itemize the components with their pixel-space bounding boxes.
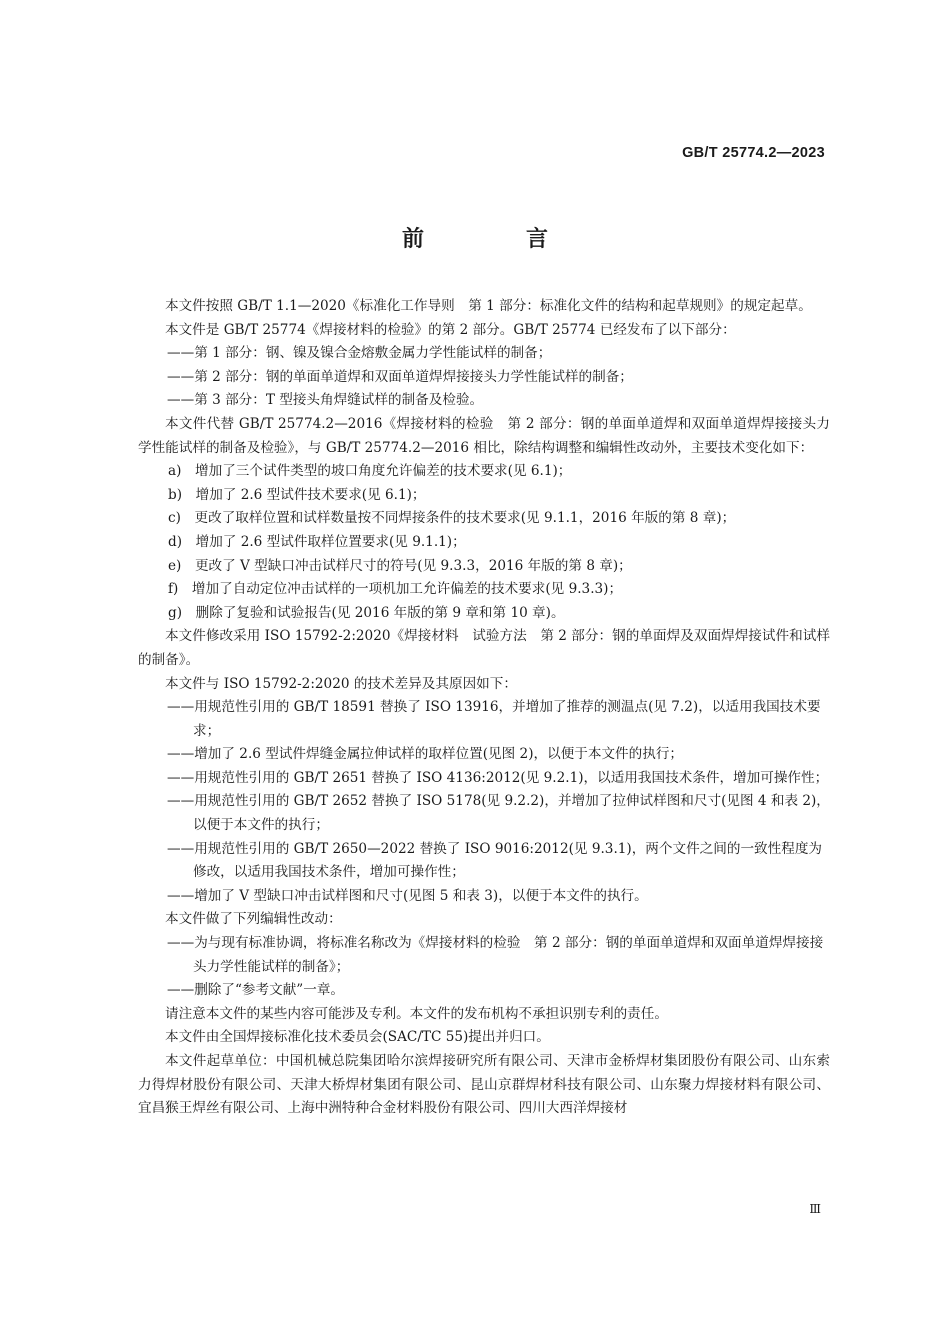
foreword-body [138,295,830,1121]
list-item: ——第 3 部分：T 型接头角焊缝试样的制备及检验。 [167,392,484,409]
list-item: d) 增加了 2.6 型试件取样位置要求(见 9.1.1)； [168,533,466,550]
page-number: Ⅲ [809,1202,821,1216]
list-item: e) 更改了 V 型缺口冲击试样尺寸的符号(见 9.3.3，2016 年版的第 8 章)； [168,557,632,574]
paragraph: 本文件代替 GB/T 25774.2—2016《焊接材料的检验 第 2 部分：钢的单面单道焊和双面单道焊焊接接头力学性能试样的制备及检验》，与 GB/T 25774.2—2016 相比，除结构调整和编辑性改动外，主要技术变化如下： [138,415,830,456]
paragraph: 本文件做了下列编辑性改动： [165,911,342,928]
list-item: ——用规范性引用的 GB/T 2652 替换了 ISO 5178(见 9.2.2)，并增加了拉伸试样图和尺寸(见图 4 和表 2)，以便于本文件的执行； [167,793,830,834]
list-item: c) 更改了取样位置和试样数量按不同焊接条件的技术要求(见 9.1.1，2016 年版的第 8 章)； [168,510,736,527]
list-item: ——为与现有标准协调，将标准名称改为《焊接材料的检验 第 2 部分：钢的单面单道焊和双面单道焊焊接接头力学性能试样的制备》； [167,935,824,975]
paragraph: 本文件修改采用 ISO 15792-2:2020《焊接材料 试验方法 第 2 部分：钢的单面焊及双面焊焊接试件和试样的制备》。 [138,628,830,668]
paragraph: 本文件起草单位：中国机械总院集团哈尔滨焊接研究所有限公司、天津市金桥焊材集团股份有限公司、山东索力得焊材股份有限公司、天津大桥焊材集团有限公司、昆山京群焊材科技有限公司、山东聚力焊接材料有限公司、宜昌猴王焊丝有限公司、上海中洲特种合金材料股份有限公司、四川大西洋焊接材 [138,1053,830,1117]
list-item: ——用规范性引用的 GB/T 18591 替换了 ISO 13916，并增加了推荐的测温点(见 7.2)，以适用我国技术要求； [167,699,821,739]
list-item: a) 增加了三个试件类型的坡口角度允许偏差的技术要求(见 6.1)； [168,463,572,480]
list-item: ——增加了 2.6 型试件焊缝金属拉伸试样的取样位置(见图 2)，以便于本文件的执行； [167,746,684,763]
list-item: ——用规范性引用的 GB/T 2650—2022 替换了 ISO 9016:2012(见 9.3.1)，两个文件之间的一致性程度为修改，以适用我国技术条件，增加可操作性； [167,840,823,881]
list-item: ——第 2 部分：钢的单面单道焊和双面单道焊焊接接头力学性能试样的制备； [167,368,633,385]
page-title: 前 言 [401,227,588,252]
list-item: f) 增加了自动定位冲击试样的一项机加工允许偏差的技术要求(见 9.3.3)； [168,581,623,598]
list-item: ——删除了“参考文献”一章。 [167,982,345,999]
paragraph: 本文件是 GB/T 25774《焊接材料的检验》的第 2 部分。GB/T 25774 已经发布了以下部分： [165,321,736,338]
paragraph: 本文件由全国焊接标准化技术委员会(SAC/TC 55)提出并归口。 [165,1029,550,1046]
list-item: b) 增加了 2.6 型试件技术要求(见 6.1)； [168,486,426,503]
paragraph: 请注意本文件的某些内容可能涉及专利。本文件的发布机构不承担识别专利的责任。 [165,1005,668,1022]
list-item: g) 删除了复验和试验报告(见 2016 年版的第 9 章和第 10 章)。 [168,604,565,621]
list-item: ——增加了 V 型缺口冲击试样图和尺寸(见图 5 和表 3)，以便于本文件的执行。 [167,887,648,904]
paragraph: 本文件按照 GB/T 1.1—2020《标准化工作导则 第 1 部分：标准化文件的结构和起草规则》的规定起草。 [165,298,812,314]
list-item: ——第 1 部分：钢、镍及镍合金熔敷金属力学性能试样的制备； [167,345,552,362]
paragraph: 本文件与 ISO 15792-2:2020 的技术差异及其原因如下： [165,675,517,692]
list-item: ——用规范性引用的 GB/T 2651 替换了 ISO 4136:2012(见 9.2.1)，以适用我国技术条件，增加可操作性； [167,769,829,786]
standard-number: GB/T 25774.2—2023 [682,145,825,161]
